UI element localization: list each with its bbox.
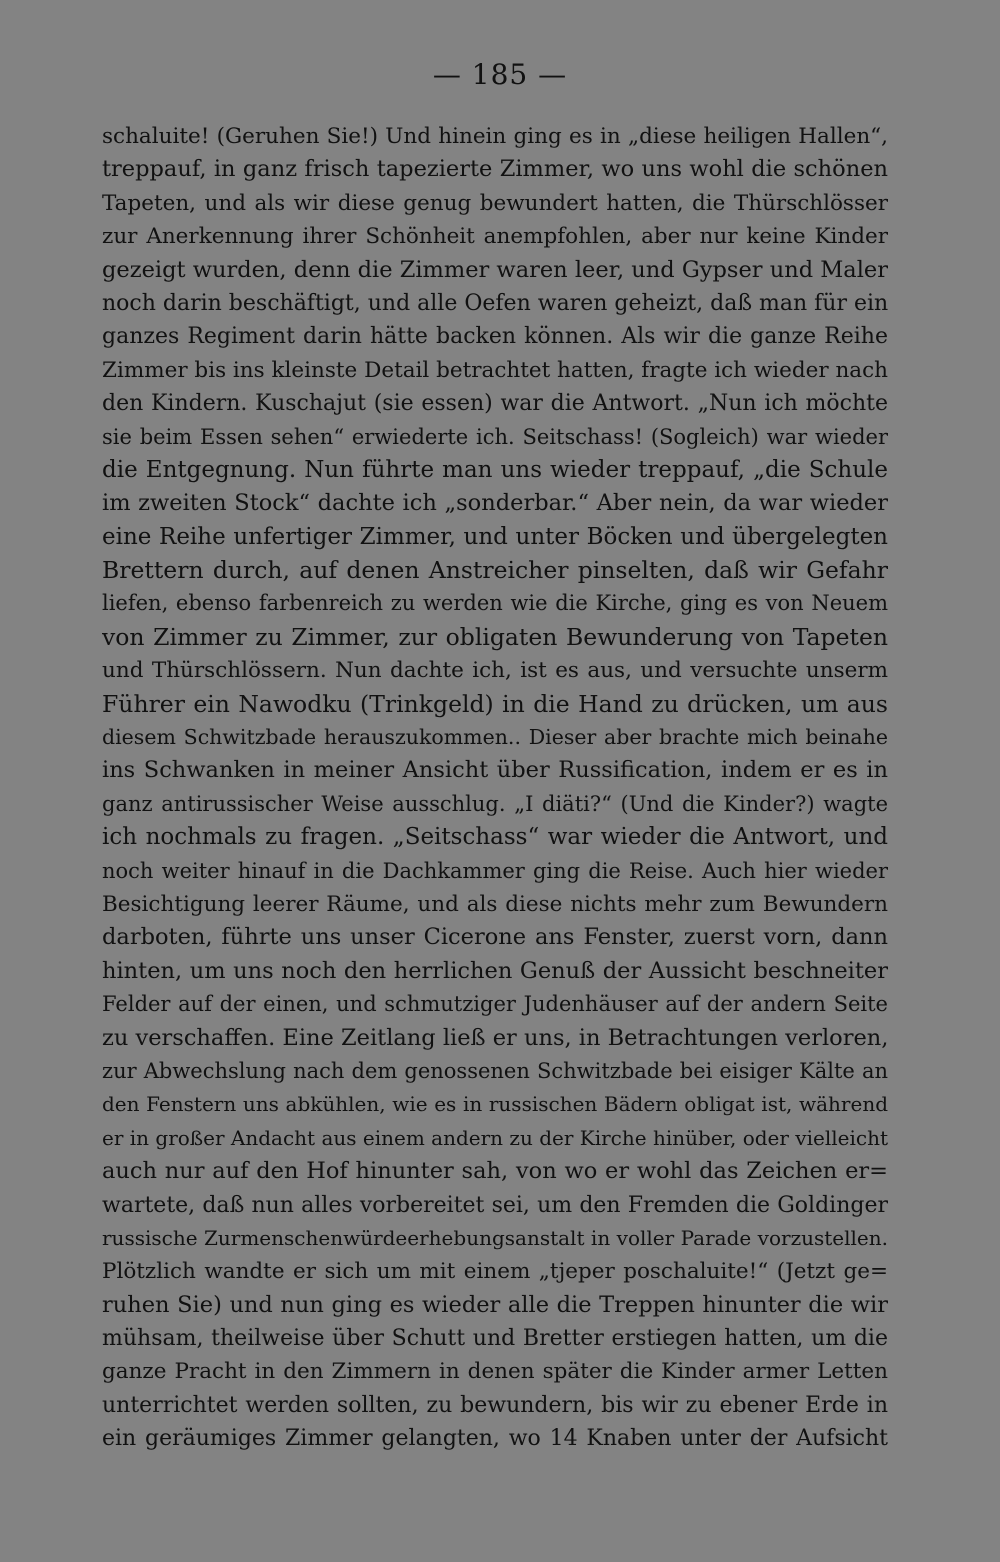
text-line: und Thürschlössern. Nun dachte ich, ist es aus, und versuchte unserm <box>102 658 888 684</box>
text-line: auch nur auf den Hof hinunter sah, von wo er wohl das Zeichen er= <box>102 1158 888 1185</box>
text-line: zur Abwechslung nach dem genossenen Schwitzbade bei eisiger Kälte an <box>102 1058 888 1083</box>
text-line: eine Reihe unfertiger Zimmer, und unter Böcken und übergelegten <box>102 523 888 550</box>
text-line: hinten, um uns noch den herrlichen Genuß der Aussicht beschneiter <box>102 957 888 984</box>
text-line: wartete, daß nun alles vorbereitet sei, um den Fremden die Goldinger <box>102 1192 888 1218</box>
text-line: gezeigt wurden, denn die Zimmer waren leer, und Gypser und Maler <box>102 256 888 283</box>
text-line: von Zimmer zu Zimmer, zur obligaten Bewunderung von Tapeten <box>102 622 888 651</box>
text-line: den Fenstern uns abkühlen, wie es in russischen Bädern obligat ist, während <box>102 1092 888 1117</box>
text-line: ruhen Sie) und nun ging es wieder alle die Treppen hinunter die wir <box>102 1291 888 1318</box>
text-line: ich nochmals zu fragen. „Seitschass“ war wieder die Antwort, und <box>102 824 888 851</box>
text-line: ganze Pracht in den Zimmern in denen später die Kinder armer Letten <box>102 1359 888 1385</box>
text-line: den Kindern. Kuschajut (sie essen) war die Antwort. „Nun ich möchte <box>102 391 888 417</box>
text-line: schaluite! (Geruhen Sie!) Und hinein ging es in „diese heiligen Hallen“, <box>102 124 888 149</box>
text-line: ein geräumiges Zimmer gelangten, wo 14 Knaben unter der Aufsicht <box>102 1426 888 1452</box>
text-line: liefen, ebenso farbenreich zu werden wie die Kirche, ging es von Neuem <box>102 591 888 616</box>
text-line: die Entgegnung. Nun führte man uns wieder treppauf, „die Schule <box>102 456 888 483</box>
text-line: Felder auf der einen, und schmutziger Judenhäuser auf der andern Seite <box>102 992 888 1017</box>
text-line: Besichtigung leerer Räume, und als diese nichts mehr zum Bewundern <box>102 891 888 917</box>
text-line: im zweiten Stock“ dachte ich „sonderbar.“ Aber nein, da war wieder <box>102 490 888 517</box>
text-line: noch darin beschäftigt, und alle Oefen waren geheizt, daß man für ein <box>102 290 888 316</box>
text-line: Plötzlich wandte er sich um mit einem „tjeper poschaluite!“ (Jetzt ge= <box>102 1259 888 1285</box>
text-line: darboten, führte uns unser Cicerone ans Fenster, zuerst vorn, dann <box>102 924 888 951</box>
text-line: unterrichtet werden sollten, zu bewundern, bis wir zu ebener Erde in <box>102 1392 888 1418</box>
text-line: er in großer Andacht aus einem andern zu der Kirche hinüber, oder vielleicht <box>102 1125 888 1150</box>
text-line: ganzes Regiment darin hätte backen können. Als wir die ganze Reihe <box>102 324 888 350</box>
text-line: mühsam, theilweise über Schutt und Bretter erstiegen hatten, um die <box>102 1326 888 1352</box>
text-line: ganz antirussischer Weise ausschlug. „I diäti?“ (Und die Kinder?) wagte <box>102 791 888 816</box>
text-line: Tapeten, und als wir diese genug bewundert hatten, die Thürschlösser <box>102 190 888 216</box>
text-line: zur Anerkennung ihrer Schönheit anempfohlen, aber nur keine Kinder <box>102 224 888 250</box>
page-number: — 185 — <box>432 58 568 91</box>
text-line: diesem Schwitzbade herauszukommen.. Dieser aber brachte mich beinahe <box>102 725 888 750</box>
text-line: noch weiter hinauf in die Dachkammer ging die Reise. Auch hier wieder <box>102 858 888 883</box>
text-line: treppauf, in ganz frisch tapezierte Zimmer, wo uns wohl die schönen <box>102 156 888 183</box>
text-line: ins Schwanken in meiner Ansicht über Russification, indem er es in <box>102 757 888 784</box>
text-line: zu verschaffen. Eine Zeitlang ließ er uns, in Betrachtungen verloren, <box>102 1024 888 1051</box>
text-line: Führer ein Nawodku (Trinkgeld) in die Hand zu drücken, um aus <box>102 689 888 718</box>
text-line: Brettern durch, auf denen Anstreicher pinselten, daß wir Gefahr <box>102 556 888 585</box>
body-text <box>102 120 888 1456</box>
text-line: russische Zurmenschenwürdeerhebungsanstalt in voller Parade vorzustellen. <box>102 1225 888 1250</box>
text-line: sie beim Essen sehen“ erwiederte ich. Seitschass! (Sogleich) war wieder <box>102 424 888 449</box>
text-line: Zimmer bis ins kleinste Detail betrachtet hatten, fragte ich wieder nach <box>102 357 888 383</box>
